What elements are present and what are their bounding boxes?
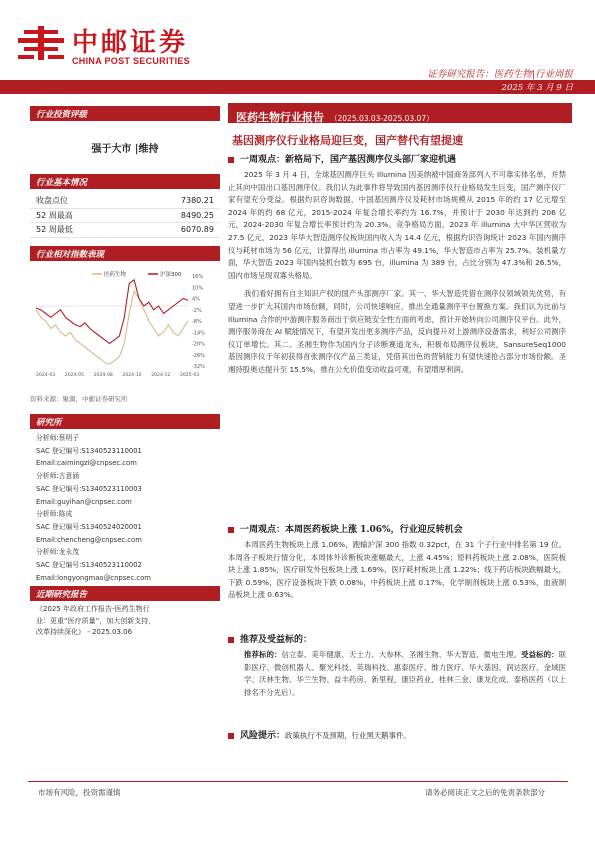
basic-row: 52 周最高 8490.25: [30, 209, 220, 224]
bullet-square-icon: [228, 157, 234, 163]
basic-row: 收盘点位 7380.21: [30, 194, 220, 209]
footer-divider: [28, 781, 568, 782]
recent-report: 《2025 年政府工作报告-医药生物行 业：更重“医疗质量”，加大创新支持， 改革持续深化》 - 2025.03.06: [36, 605, 156, 636]
y-tick-label: -32%: [192, 364, 205, 370]
researcher-line: Email:guyihan@cnpsec.com: [36, 497, 132, 506]
footer-right: 请务必阅读正文之后的免责条款部分: [425, 788, 545, 797]
company-name-cn: 中邮证券: [72, 28, 189, 58]
section-2-head: 一周观点：本周医药板块上涨 1.06%，行业迎反转机会: [228, 522, 572, 535]
report-type: 证券研究报告：医药生物|行业周报: [427, 69, 573, 80]
x-tick-label: 2024-05: [64, 373, 85, 378]
company-logo-icon: [18, 26, 64, 60]
report-title: 医药生物行业报告: [236, 111, 324, 124]
researcher-line: SAC 登记编号:S1340523110003: [36, 484, 142, 493]
legend-label: 沪深300: [160, 272, 182, 278]
researcher-list: [30, 432, 220, 584]
y-tick-label: -8%: [192, 319, 202, 325]
report-title-bar: [228, 103, 572, 123]
footer-left: 市场有风险，投资需谨慎: [38, 788, 121, 797]
risk-text: 政策执行不及预期，行业黑天鹅事件。: [285, 731, 411, 740]
y-tick-label: -14%: [192, 330, 205, 337]
recent-section-title: 近期研究报告: [30, 586, 220, 601]
bullet-square-icon: [228, 733, 234, 739]
researcher-line: Email:caimingzi@cnpsec.com: [36, 459, 137, 468]
researcher-line: SAC 登记编号:S1340523110001: [36, 446, 142, 455]
company-name-en: CHINA POST SECURITIES: [72, 56, 190, 66]
section-4-head: 风险提示：政策执行不及预期，行业黑天鹅事件。: [228, 728, 572, 741]
section-3: [228, 632, 572, 699]
series-line-1: [36, 280, 188, 344]
x-tick-label: 2024-08: [93, 373, 113, 378]
researcher-line: Email:chencheng@cnpsec.com: [36, 535, 142, 544]
report-date: 2025 年 3 月 9 日: [501, 83, 573, 93]
relative-index-chart: [30, 266, 220, 386]
section-1-para-1: 2025 年 3 月 4 日，全球基因测序巨头 Illumina 因美纳被中国商务部列入不可靠实体名单，并禁止其向中国出口基因测序仪。我们认为此事件将导致国内基因测序仪行业格局发生巨变，国产测序仪厂家有望充分受益。根据灼识咨询数据，中国基因测序仪及耗材市场规模从 2015 年的约 17 亿元增至 2024 年的约 68 亿元，2015-2024 年复合增长率约为 16.7%，并预计于 2030 年达到约 206 亿元，2024-2030 年复合增长率预计约为 20.3%。竞争格局方面，2023 年 illumina 大中华区营收为 27.5 亿元，2023 年华大智造测序仪板块国内收入为 14.4 亿元，根据灼识咨询统计 2023 年国内测序仪与耗材市场为 56 亿元，计算得出 illumina 市占率为 49.1%，华大智造市占率为 25.7%。装机量方面，华大智造 2023 年国内装机台数为 695 台，illumina 为 389 台，占比分别为 47.3%和 26.5%，国内市场呈现双寡头格局。: [228, 170, 566, 280]
y-tick-label: -26%: [192, 352, 205, 359]
chart-source: 资料来源：聚源，中邮证券研究所: [30, 395, 128, 403]
researcher-line: 分析师:陈成: [36, 510, 73, 519]
y-tick-label: 4%: [192, 296, 200, 303]
x-tick-label: 2024-12: [151, 373, 171, 378]
main-title: 基因测序仪行业格局迎巨变，国产替代有望提速: [232, 134, 463, 147]
legend-label: 医药生物: [104, 272, 127, 278]
researcher-line: 分析师:蔡明子: [36, 434, 80, 442]
y-tick-label: 16%: [192, 274, 204, 280]
x-tick-label: 2024-10: [122, 373, 142, 378]
report-period: （2025.03.03-2025.03.07）: [330, 114, 434, 123]
x-tick-label: 2024-03: [36, 373, 56, 378]
section-1-head: 一周观点：新格局下，国产基因测序仪头部厂家迎机遇: [228, 152, 572, 165]
researcher-line: 分析师:龙永茂: [36, 548, 80, 557]
researcher-line: Email:longyongmao@cnpsec.com: [36, 573, 151, 582]
section-1-para-2: 我们看好拥有自主知识产权的国产头部测序厂家。其一、华大智造凭借在测序仪领域领先优势，有望进一步扩大其国内市场份额，同时，公司快速响应，推出全通量测序平台置换方案。我们认为比前与 Illumina 合作的中游测序服务商出于供应链安全性方面的考虑，预计开始转向公司测序仪平台。此外，测序服务商在 AI 赋能情况下，有望开发出更多测序产品，反向提升对上游测序设备需求，利好公司测序仪订单增长。其二、圣湘生物作为国内分子诊断赛道龙头，积极布局测序仪板块，SansureSeq1000 基因测序仪于年初获得首张测序仪产品三类证，凭借其出色的营销能力有望快速抢占部分市场份额。圣湘持股奥达提升至 15.5%，推在公允价值变动收益可观，有望增厚利润。: [228, 289, 566, 374]
series-line-0: [36, 291, 188, 364]
researcher-line: SAC 登记编号:S1340523110002: [36, 561, 142, 570]
researcher-section-title: 研究所: [30, 414, 220, 429]
section-3-para: 推荐标的：信立泰、美年健康、天士力、大参林、圣湘生物、华大智造、微电生理。受益标的：联影医疗、微创机器人、聚光科技、英瑞科技、惠泰医疗、维力医疗、华大基因、润达医疗、金域医学、沃林生物、华兰生物、益丰药房、新里程、康臣药业、桂林三金、康龙化成、泰格医药（以上排名不分先后）。: [244, 650, 566, 697]
y-tick-label: -2%: [192, 307, 202, 314]
rating-value: 强于大市 |维持: [91, 144, 159, 155]
section-3-head: 推荐及受益标的：: [228, 632, 572, 645]
researcher-line: SAC 登记编号:S1340524020001: [36, 522, 142, 531]
chart-section-title: 行业相对指数表现: [30, 246, 220, 261]
rating-section-title: 行业投资评级: [30, 106, 220, 121]
section-2-para: 本周医药生物板块上涨 1.06%，跑输沪深 300 指数 0.32pct，在 31 个子行业中排名第 19 位。本周各子板块行情分化，本周体外诊断板块涨幅最大，上涨 4.45%；原料药板块上涨 2.08%，医院板块上涨 1.85%，医疗研发外包板块上涨 1.69%，医疗耗材板块上涨 1.22%；线下药店板块跌幅最大，下跌 0.59%，医疗设备板块下跌 0.08%，中药板块上涨 0.17%，化学制剂板块上涨 0.53%，血液制品板块上涨 0.63%。: [228, 540, 566, 600]
section-1: [228, 152, 572, 377]
section-4: [228, 728, 572, 741]
bullet-square-icon: [228, 637, 234, 643]
y-tick-label: 10%: [192, 285, 204, 292]
basic-info-table: [30, 194, 220, 238]
bullet-square-icon: [228, 527, 234, 533]
x-tick-label: 2025-03: [180, 373, 200, 378]
basic-row: 52 周最低 6070.89: [30, 223, 220, 238]
section-2: [228, 522, 572, 602]
basic-section-title: 行业基本情况: [30, 174, 220, 189]
researcher-line: 分析师:古意涵: [36, 472, 80, 481]
y-tick-label: -20%: [192, 341, 205, 348]
